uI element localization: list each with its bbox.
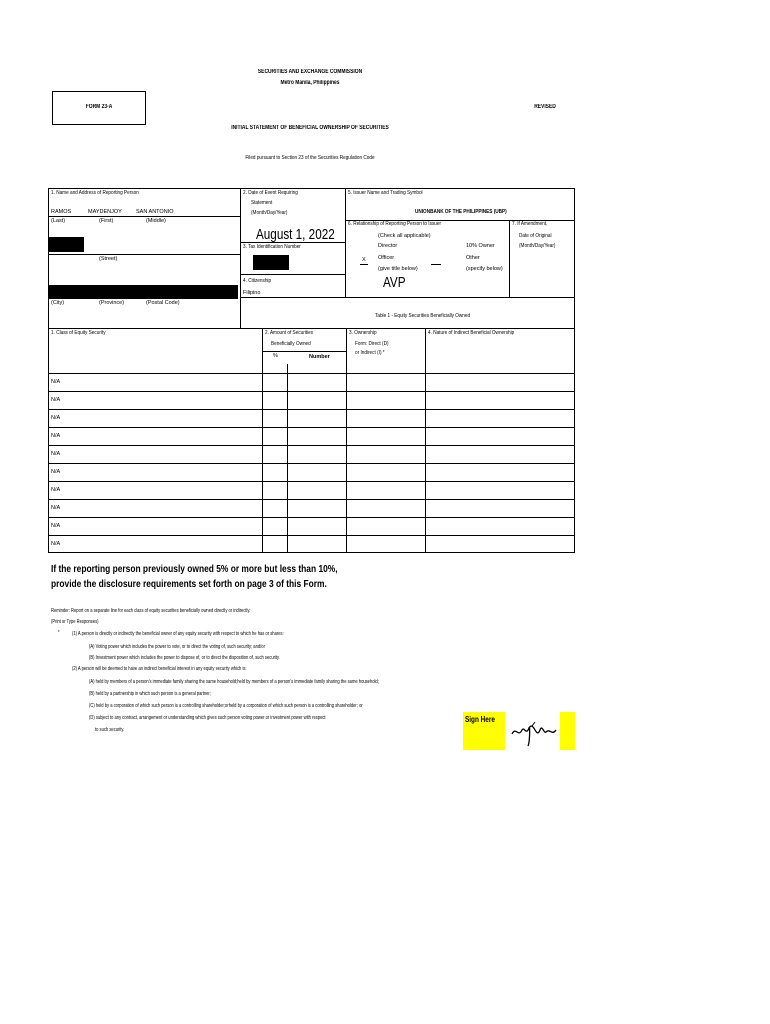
box5-label: 5. Issuer Name and Trading Symbol: [348, 190, 423, 196]
row-divider: [48, 463, 575, 464]
note-line-1: If the reporting person previously owned 5% or more but less than 10%,: [51, 563, 338, 575]
first-name: MAYDENJOY: [88, 209, 122, 215]
col-ownership-header: 3. Ownership: [349, 330, 377, 336]
col-class-header: 1. Class of Equity Security: [51, 330, 106, 336]
row-divider: [48, 427, 575, 428]
row-divider: [48, 391, 575, 392]
sign-here-label: Sign Here: [465, 715, 495, 724]
col-percent-header: %: [273, 353, 278, 359]
officer-label: Officer: [378, 255, 395, 261]
other-label: Other: [466, 255, 480, 261]
last-name: RAMOS: [51, 209, 72, 215]
row-divider: [48, 409, 575, 410]
issuer-name: UNIONBANK OF THE PHILIPPINES (UBP): [415, 209, 507, 215]
grid-line: [425, 328, 426, 553]
check-underline: [360, 264, 368, 265]
last-label: (Last): [51, 218, 66, 224]
instruction-2: (2) A person will be deemed to have an indirect beneficial interest in any equity security which is:: [72, 666, 247, 672]
box7-label3: (Month/Day/Year): [519, 243, 556, 249]
revised-label: REVISED: [534, 104, 556, 110]
province-label: (Province): [99, 300, 125, 306]
officer-title: AVP: [383, 274, 406, 291]
row-divider: [48, 481, 575, 482]
sign-here-bg-right: [560, 712, 575, 750]
street-label: (Street): [99, 256, 118, 262]
table-caption: Table 1 - Equity Securities Beneficially Owned: [375, 313, 471, 319]
box2-label: 2. Date of Event Requiring: [243, 190, 298, 196]
event-date: August 1, 2022: [256, 226, 335, 243]
instruction-2d: (D) subject to any contract, arrangement or understanding which gives such person voting power or investment power with respect: [89, 715, 326, 721]
table-row: N/A: [51, 379, 61, 385]
grid-line: [240, 297, 575, 298]
middle-name: SAN ANTONIO: [136, 209, 174, 215]
box6-label: 6. Relationship of Reporting Person to Issuer: [348, 221, 442, 227]
grid-line: [262, 328, 263, 553]
instruction-2c: (C) held by a corporation of which such person is a controlling shareholder;orheld by a corporation of which such person is a controlling shareholder; or: [89, 703, 363, 709]
grid-line: [48, 188, 575, 189]
table-row: N/A: [51, 523, 61, 529]
col-amount-header2: Beneficially Owned: [271, 341, 311, 347]
table-row: N/A: [51, 451, 61, 457]
instruction-2b: (B) held by a partnership in which such person is a general partner;: [89, 691, 211, 697]
grid-line: [262, 351, 346, 352]
row-divider: [48, 445, 575, 446]
box2-label2: Statement: [251, 200, 273, 206]
city-label: (City): [51, 300, 65, 306]
grid-line: [240, 188, 241, 328]
grid-line: [346, 328, 347, 553]
table-row: N/A: [51, 469, 61, 475]
underline: [48, 216, 240, 217]
instruction-1b: (B) Investment power which includes the power to dispose of, or to direct the disposition of, such security.: [89, 655, 280, 661]
director-label: Director: [378, 243, 398, 249]
specify-label: (specify below): [466, 266, 503, 272]
underline: [48, 254, 240, 255]
table-row: N/A: [51, 397, 61, 403]
check-all-label: (Check all applicable): [378, 233, 431, 239]
redaction-block: [253, 255, 289, 270]
form-title: INITIAL STATEMENT OF BENEFICIAL OWNERSHIP OF SECURITIES: [231, 125, 389, 131]
form-number: FORM 23-A: [85, 104, 113, 110]
grid-line: [287, 364, 288, 553]
middle-label: (Middle): [146, 218, 166, 224]
box7-label: 7. If Amendment,: [512, 221, 548, 227]
box4-label: 4. Citizenship: [243, 278, 272, 284]
col-amount-header: 2. Amount of Securities: [265, 330, 314, 336]
note-line-2: provide the disclosure requirements set forth on page 3 of this Form.: [51, 578, 327, 590]
table-row: N/A: [51, 433, 61, 439]
box3-label: 3. Tax Identification Number: [243, 244, 301, 250]
grid-line: [345, 188, 346, 297]
reminder-text: Reminder: Report on a separate line for each class of equity securities beneficially owned directly or indirectly.: [51, 608, 251, 614]
row-divider: [48, 499, 575, 500]
instruction-1a: (A) Voting power which includes the power to vote, or to direct the voting of, such security; and/or: [89, 644, 265, 650]
agency-name: SECURITIES AND EXCHANGE COMMISSION: [257, 69, 363, 75]
table-row: N/A: [51, 541, 61, 547]
ten-percent-owner-label: 10% Owner: [466, 243, 495, 249]
asterisk-mark: *: [58, 630, 60, 636]
col-ownership-header2: Form: Direct (D): [355, 341, 389, 347]
citizenship-value: Filipino: [243, 290, 261, 296]
row-divider: [48, 535, 575, 536]
check-underline: [431, 264, 441, 265]
table-row: N/A: [51, 505, 61, 511]
row-divider: [48, 552, 575, 553]
redaction-block: [49, 285, 238, 299]
grid-line: [240, 274, 345, 275]
grid-line: [48, 373, 575, 374]
instruction-2d-cont: to such security.: [95, 727, 125, 733]
agency-location: Metro Manila, Philippines: [280, 80, 340, 86]
redaction-block: [49, 237, 84, 252]
box7-label2: Date of Original: [519, 233, 552, 239]
col-number-header: Number: [309, 354, 330, 360]
row-divider: [48, 517, 575, 518]
sign-here-tab: [463, 712, 505, 750]
col-nature-header: 4. Nature of Indirect Beneficial Ownership: [428, 330, 515, 336]
instruction-2a: (A) held by members of a person's immediate family sharing the same household;held by members of a person's immediate family sharing the same household;: [89, 679, 379, 685]
form-subtitle: Filed pursuant to Section 23 of the Securities Regulation Code: [245, 155, 375, 161]
col-ownership-header3: or Indirect (I) *: [355, 350, 385, 356]
first-label: (First): [99, 218, 114, 224]
give-title-label: (give title below): [378, 266, 418, 272]
instruction-1: (1) A person is directly or indirectly the beneficial owner of any equity security with respect to which he has or shares:: [72, 631, 284, 637]
signature-image: [508, 712, 560, 750]
table-row: N/A: [51, 487, 61, 493]
officer-checkmark: X: [362, 257, 366, 263]
box2-label3: (Month/Day/Year): [251, 210, 288, 216]
print-type-note: (Print or Type Responses): [51, 619, 99, 625]
form-number-box: [52, 91, 146, 125]
box1-label: 1. Name and Address of Reporting Person: [51, 190, 139, 196]
grid-line: [48, 328, 575, 329]
table-row: N/A: [51, 415, 61, 421]
postal-label: (Postal Code): [146, 300, 180, 306]
grid-line: [509, 220, 510, 297]
